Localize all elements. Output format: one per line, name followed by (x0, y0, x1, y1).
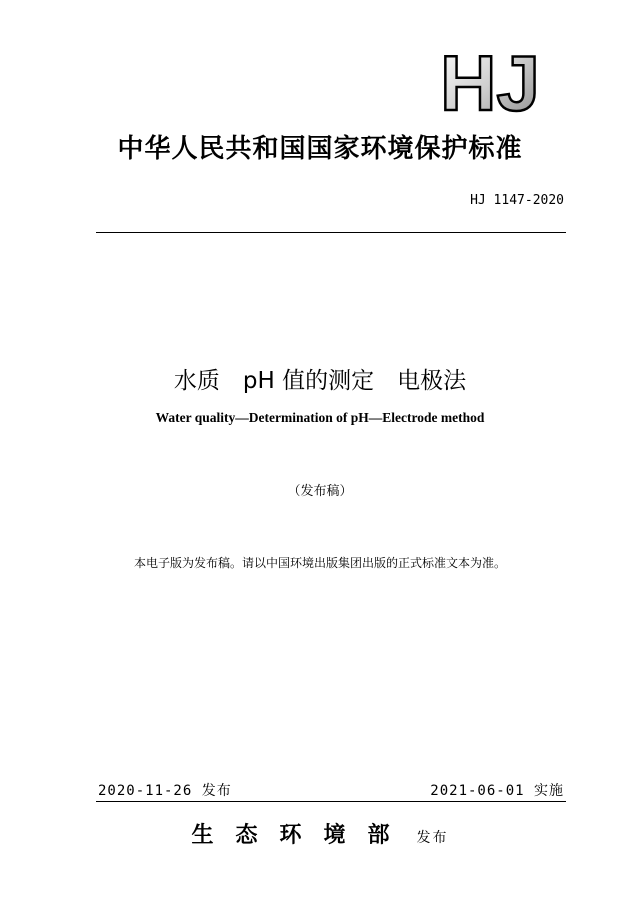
svg-text:HJ: HJ (440, 48, 540, 114)
edition-notice: 本电子版为发布稿。请以中国环境出版集团出版的正式标准文本为准。 (133, 556, 506, 570)
publisher-name: 生态环境部 (191, 823, 412, 848)
organization-title: 中华人民共和国国家环境保护标准 (117, 134, 523, 164)
draft-label: （发布稿） (287, 484, 353, 499)
issue-date: 2020-11-26 发布 (98, 783, 232, 799)
bottom-divider (96, 801, 566, 802)
publisher-suffix: 发布 (416, 830, 449, 846)
title-chinese: 水质 pH 值的测定 电极法 (173, 368, 467, 394)
top-divider (96, 232, 566, 233)
implementation-date: 2021-06-01 实施 (430, 783, 564, 799)
standard-code: HJ 1147-2020 (470, 193, 564, 208)
hj-logo (428, 48, 552, 114)
publisher (0, 818, 640, 849)
title-english: Water quality—Determination of pH—Electrode method (155, 410, 485, 425)
